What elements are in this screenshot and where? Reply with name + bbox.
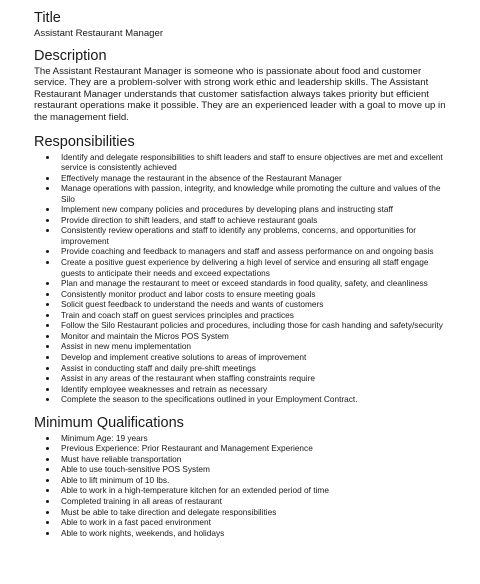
list-item: Must be able to take direction and delegate responsibilities [61,507,452,518]
list-item: Consistently monitor product and labor costs to ensure meeting goals [61,289,452,300]
responsibilities-section [34,134,452,405]
list-item: Completed training in all areas of restaurant [61,496,452,507]
list-item: Develop and implement creative solutions to areas of improvement [61,352,452,363]
description-section [34,48,452,124]
responsibilities-list [34,152,452,405]
job-title-text: Assistant Restaurant Manager [34,28,164,39]
responsibilities-heading: Responsibilities [34,133,135,150]
list-item: Complete the season to the specifications outlined in your Employment Contract. [61,394,452,405]
list-item: Create a positive guest experience by delivering a high level of service and ensuring all staff engage guests to anticipate their needs and exceed expectations [61,257,452,278]
list-item: Able to work nights, weekends, and holidays [61,528,452,539]
list-item: Plan and manage the restaurant to meet or exceed standards in food quality, safety, and cleanliness [61,278,452,289]
list-item: Assist in conducting staff and daily pre-shift meetings [61,363,452,374]
list-item: Able to use touch-sensitive POS System [61,464,452,475]
title-section [34,10,452,40]
list-item: Follow the Silo Restaurant policies and procedures, including those for cash handing and safety/security [61,320,452,331]
title-heading: Title [34,10,61,26]
list-item: Manage operations with passion, integrity, and knowledge while promoting the culture and values of the Silo [61,183,452,204]
qualifications-heading: Minimum Qualifications [34,414,184,431]
list-item: Able to work in a high-temperature kitchen for an extended period of time [61,485,452,496]
list-item: Identify and delegate responsibilities to shift leaders and staff to ensure objectives are met and excellent service is consistently achieved [61,152,452,173]
list-item: Identify employee weaknesses and retrain as necessary [61,384,452,395]
list-item: Assist in any areas of the restaurant when staffing constraints require [61,373,452,384]
qualifications-list [34,433,452,538]
list-item: Able to lift minimum of 10 lbs. [61,475,452,486]
list-item: Monitor and maintain the Micros POS System [61,331,452,342]
list-item: Previous Experience: Prior Restaurant and Management Experience [61,443,452,454]
list-item: Assist in new menu implementation [61,341,452,352]
description-heading: Description [34,47,107,64]
description-text: The Assistant Restaurant Manager is someone who is passionate about food and customer service. They are a problem-solver with strong work ethic and leadership skills. The Assistant Restaurant Manager understands that customer satisfaction always takes priority but efficient restaurant operations make it possible. They are an experienced leader with a goal to move up in the management field. [34,65,446,123]
list-item: Able to work in a fast paced environment [61,517,452,528]
qualifications-section [34,415,452,538]
list-item: Train and coach staff on guest services principles and practices [61,310,452,321]
list-item: Implement new company policies and procedures by developing plans and instructing staff [61,204,452,215]
list-item: Must have reliable transportation [61,454,452,465]
list-item: Solicit guest feedback to understand the needs and wants of customers [61,299,452,310]
list-item: Consistently review operations and staff to identify any problems, concerns, and opportunities for improvement [61,225,452,246]
list-item: Provide coaching and feedback to managers and staff and assess performance on and ongoing basis [61,246,452,257]
list-item: Minimum Age: 19 years [61,433,452,444]
list-item: Provide direction to shift leaders, and staff to achieve restaurant goals [61,215,452,226]
list-item: Effectively manage the restaurant in the absence of the Restaurant Manager [61,173,452,184]
